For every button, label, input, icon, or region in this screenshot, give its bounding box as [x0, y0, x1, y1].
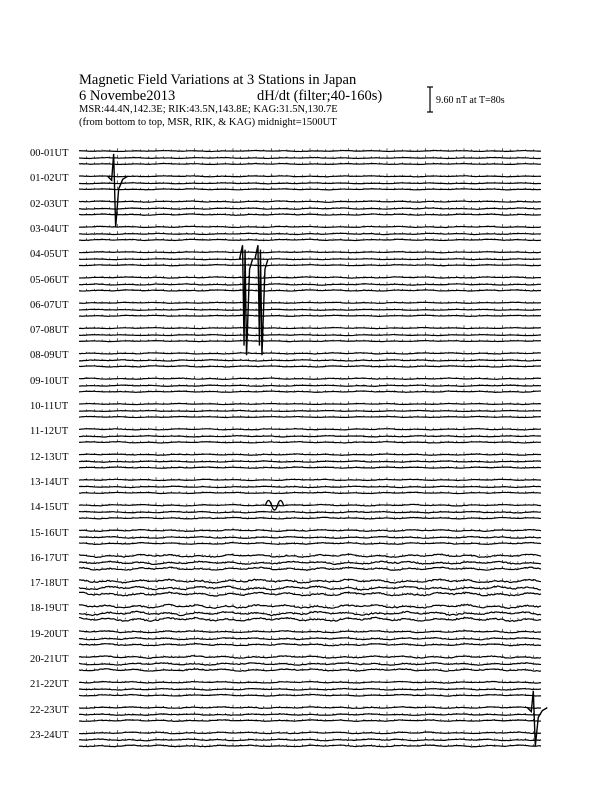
event-rik-2	[255, 245, 268, 355]
row-label: 17-18UT	[30, 578, 69, 590]
scale-label: 9.60 nT at T=80s	[436, 95, 505, 106]
row-label: 09-10UT	[30, 375, 69, 387]
row-label: 02-03UT	[30, 198, 69, 210]
hour-row-20-21UT	[79, 654, 541, 671]
traces-layer	[79, 148, 541, 747]
row-label: 06-07UT	[30, 299, 69, 311]
row-label: 05-06UT	[30, 274, 69, 286]
event-kag-0	[108, 154, 128, 228]
row-label: 14-15UT	[30, 502, 69, 514]
hour-row-22-23UT	[79, 705, 541, 722]
row-label: 13-14UT	[30, 476, 69, 488]
row-label: 15-16UT	[30, 527, 69, 539]
hour-row-03-04UT	[79, 224, 541, 240]
row-label: 19-20UT	[30, 628, 69, 640]
row-label: 10-11UT	[30, 401, 69, 412]
chart-subtitle	[79, 88, 383, 105]
event-rik-1	[240, 245, 253, 355]
hour-row-16-17UT	[79, 553, 541, 570]
row-label: 07-08UT	[30, 325, 69, 337]
row-label: 20-21UT	[30, 654, 69, 665]
hour-row-19-20UT	[79, 629, 541, 646]
hour-row-02-03UT	[79, 199, 541, 216]
row-label: 23-24UT	[30, 729, 69, 741]
hour-row-08-09UT	[79, 351, 541, 367]
stations-label: MSR:44.4N,142.3E; RIK:43.5N,143.8E; KAG:31.5N,130.7E	[79, 104, 338, 115]
event-kag-4	[527, 691, 547, 746]
row-label: 08-09UT	[30, 350, 69, 362]
row-label: 01-02UT	[30, 173, 69, 185]
row-label: 04-05UT	[30, 249, 69, 261]
hour-row-06-07UT	[79, 300, 541, 316]
order-note: (from bottom to top, MSR, RIK, & KAG) midnight=1500UT	[79, 117, 337, 128]
quantity-label: dH/dt (filter;40-160s)	[257, 88, 383, 104]
hour-row-00-01UT	[79, 148, 541, 164]
hour-row-17-18UT	[79, 578, 541, 596]
hour-row-05-06UT	[79, 275, 541, 291]
hour-row-13-14UT	[79, 477, 541, 494]
chart-title: Magnetic Field Variations at 3 Stations in Japan	[79, 72, 357, 88]
row-label: 03-04UT	[30, 223, 69, 235]
date-label: 6 Novembe2013	[79, 88, 176, 104]
hour-row-21-22UT	[79, 680, 541, 697]
row-label: 11-12UT	[30, 426, 69, 438]
hour-row-12-13UT	[79, 452, 541, 469]
scale-bar	[427, 87, 433, 112]
row-label: 16-17UT	[30, 552, 69, 564]
hour-row-10-11UT	[79, 401, 541, 417]
row-label: 21-22UT	[30, 679, 69, 691]
hour-row-14-15UT	[79, 502, 541, 519]
hour-row-18-19UT	[79, 604, 541, 622]
hour-row-09-10UT	[79, 376, 541, 393]
hour-row-07-08UT	[79, 325, 541, 341]
hour-row-04-05UT	[79, 249, 541, 265]
hour-row-11-12UT	[79, 427, 541, 443]
hour-row-15-16UT	[79, 528, 541, 545]
row-label: 22-23UT	[30, 704, 69, 716]
hour-row-23-24UT	[79, 730, 541, 747]
row-label: 12-13UT	[30, 451, 69, 463]
row-label: 00-01UT	[30, 148, 69, 159]
hour-row-01-02UT	[79, 174, 541, 190]
row-label: 18-19UT	[30, 603, 69, 615]
